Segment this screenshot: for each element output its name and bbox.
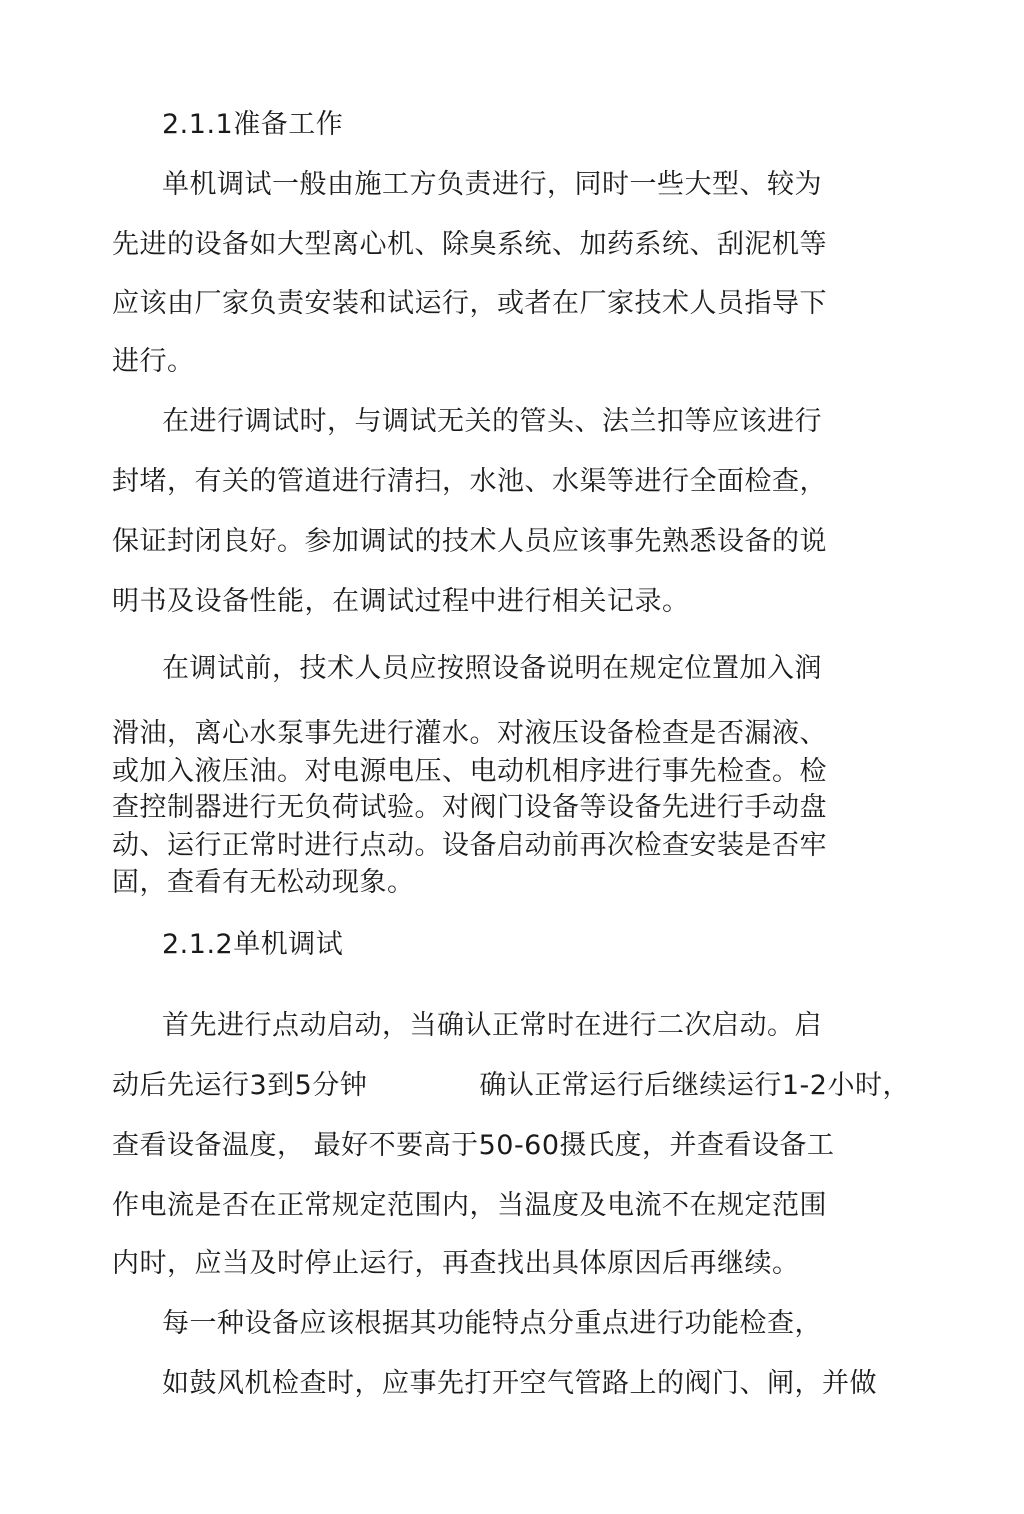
paragraph-line: 在进行调试时，与调试无关的管头、法兰扣等应该进行 (162, 406, 822, 437)
paragraph-line: 查控制器进行无负荷试验。对阀门设备等设备先进行手动盘 (112, 792, 827, 823)
section-heading-2-1-2: 2.1.2单机调试 (162, 929, 344, 960)
paragraph-line: 或加入液压油。对电源电压、电动机相序进行事先检查。检 (112, 756, 827, 787)
paragraph-segment: 动后先运行3到5分钟 (112, 1070, 368, 1101)
paragraph-segment: 确认正常运行后继续运行1-2小时， (479, 1070, 910, 1101)
paragraph-line: 如鼓风机检查时，应事先打开空气管路上的阀门、闸，并做 (162, 1368, 877, 1399)
paragraph-line: 封堵，有关的管道进行清扫，水池、水渠等进行全面检查， (112, 466, 827, 497)
paragraph-line: 应该由厂家负责安装和试运行，或者在厂家技术人员指导下 (112, 288, 827, 319)
paragraph-line: 先进的设备如大型离心机、除臭系统、加药系统、刮泥机等 (112, 229, 827, 260)
paragraph-line: 作电流是否在正常规定范围内，当温度及电流不在规定范围 (112, 1190, 827, 1221)
paragraph-line: 在调试前，技术人员应按照设备说明在规定位置加入润 (162, 653, 822, 684)
paragraph-line (112, 1069, 910, 1103)
section-heading-2-1-1: 2.1.1准备工作 (162, 109, 344, 140)
paragraph-line: 单机调试一般由施工方负责进行，同时一些大型、较为 (162, 169, 822, 200)
paragraph-line: 首先进行点动启动，当确认正常时在进行二次启动。启 (162, 1010, 822, 1041)
paragraph-line: 每一种设备应该根据其功能特点分重点进行功能检查， (162, 1308, 822, 1339)
paragraph-line: 滑油，离心水泵事先进行灌水。对液压设备检查是否漏液、 (112, 718, 827, 749)
paragraph-line: 进行。 (112, 346, 195, 377)
paragraph-line: 固，查看有无松动现象。 (112, 867, 415, 898)
paragraph-line: 内时，应当及时停止运行，再查找出具体原因后再继续。 (112, 1248, 800, 1279)
paragraph-line: 保证封闭良好。参加调试的技术人员应该事先熟悉设备的说 (112, 526, 827, 557)
paragraph-line: 明书及设备性能，在调试过程中进行相关记录。 (112, 586, 690, 617)
paragraph-line: 动、运行正常时进行点动。设备启动前再次检查安装是否牢 (112, 830, 827, 861)
paragraph-line: 查看设备温度， 最好不要高于50-60摄氏度，并查看设备工 (112, 1130, 835, 1161)
